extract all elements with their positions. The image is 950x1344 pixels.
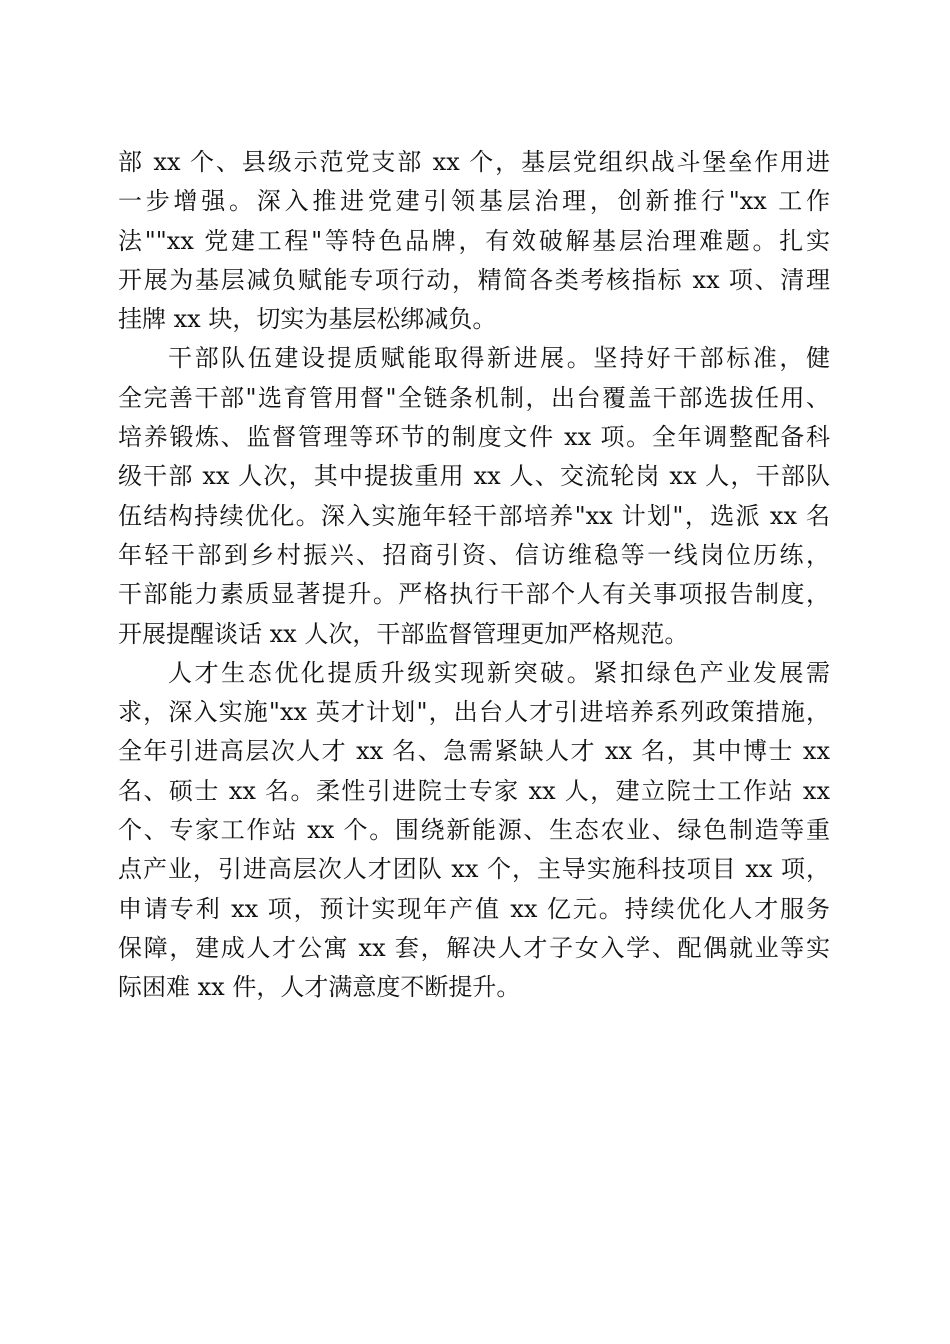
text-line: 年轻干部到乡村振兴、招商引资、信访维稳等一线岗位历练， [118,540,830,569]
paragraph-talent-ecology [118,654,830,1008]
text-line: 级干部 xx 人次，其中提拔重用 xx 人、交流轮岗 xx 人，干部队 [118,462,830,491]
text-line: 求，深入实施"xx 英才计划"，出台人才引进培养系列政策措施， [118,698,830,727]
text-line: 干部队伍建设提质赋能取得新进展。坚持好干部标准，健 [168,344,830,373]
text-line: 部 xx 个、县级示范党支部 xx 个，基层党组织战斗堡垒作用进 [118,148,830,176]
paragraph-cadre-team [118,339,830,653]
text-line: 挂牌 xx 块，切实为基层松绑减负。 [118,305,497,334]
text-line: 全完善干部"选育管用督"全链条机制，出台覆盖干部选拔任用、 [118,383,830,412]
document-page [118,143,830,1008]
text-line: 伍结构持续优化。深入实施年轻干部培养"xx 计划"，选派 xx 名 [118,501,830,530]
paragraph-grassroots-governance [118,143,830,339]
text-line: 际困难 xx 件，人才满意度不断提升。 [118,973,521,1002]
text-line: 保障，建成人才公寓 xx 套，解决人才子女入学、配偶就业等实 [118,933,830,962]
text-line: 名、硕士 xx 名。柔性引进院士专家 xx 人，建立院士工作站 xx [118,776,830,805]
text-line: 一步增强。深入推进党建引领基层治理，创新推行"xx 工作 [118,187,830,216]
text-line: 干部能力素质显著提升。严格执行干部个人有关事项报告制度， [118,580,830,609]
text-line: 培养锻炼、监督管理等环节的制度文件 xx 项。全年调整配备科 [118,423,830,452]
text-line: 个、专家工作站 xx 个。围绕新能源、生态农业、绿色制造等重 [118,816,830,845]
text-line: 申请专利 xx 项，预计实现年产值 xx 亿元。持续优化人才服务 [118,894,830,923]
text-line: 开展提醒谈话 xx 人次，干部监督管理更加严格规范。 [118,619,689,648]
text-line: 全年引进高层次人才 xx 名、急需紧缺人才 xx 名，其中博士 xx [118,737,830,766]
text-line: 开展为基层减负赋能专项行动，精简各类考核指标 xx 项、清理 [118,265,830,294]
text-line: 法""xx 党建工程"等特色品牌，有效破解基层治理难题。扎实 [118,226,830,255]
text-line: 人才生态优化提质升级实现新突破。紧扣绿色产业发展需 [168,658,830,687]
text-line: 点产业，引进高层次人才团队 xx 个，主导实施科技项目 xx 项， [118,855,830,884]
